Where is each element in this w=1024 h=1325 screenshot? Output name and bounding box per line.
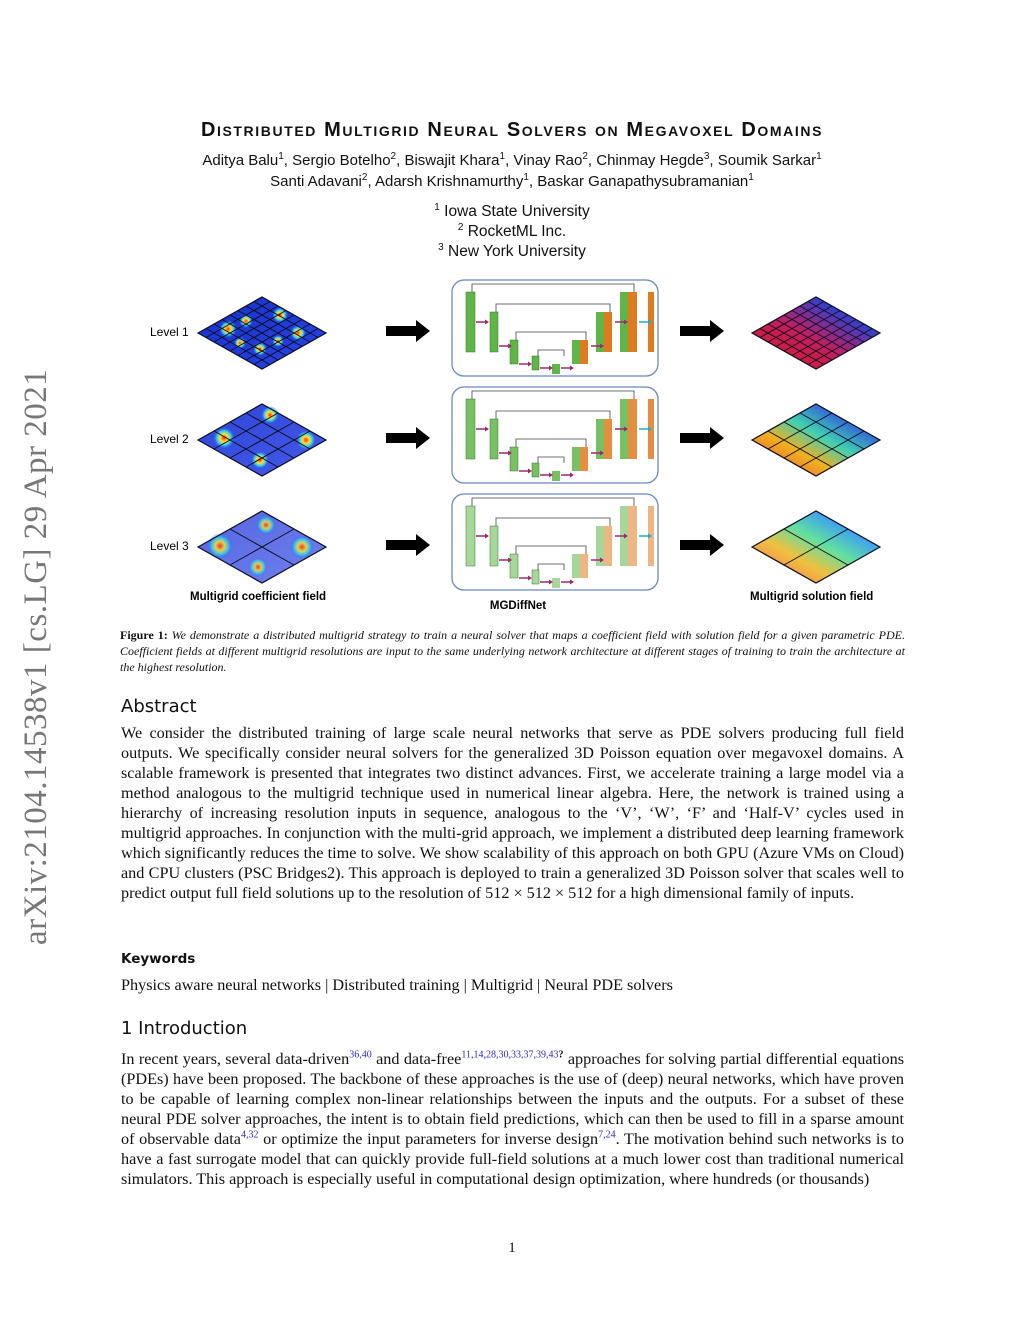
solution-field-level-2 bbox=[752, 404, 880, 476]
decoder-block bbox=[628, 506, 637, 566]
encoder-block bbox=[532, 570, 539, 584]
author-name: Biswajit Khara bbox=[404, 152, 500, 169]
abstract-heading: Abstract bbox=[121, 696, 197, 717]
author-affiliation-mark: 3 bbox=[703, 151, 710, 162]
decoder-block bbox=[604, 419, 612, 459]
citation-link[interactable]: 36,40 bbox=[349, 1049, 372, 1061]
solution-field-label: Multigrid solution field bbox=[750, 591, 874, 603]
mgdiffnet-networks bbox=[452, 280, 658, 590]
mgdiffnet-label: MGDiffNet bbox=[489, 600, 547, 612]
encoder-block bbox=[510, 554, 518, 578]
author-affiliation-mark: 1 bbox=[816, 151, 822, 162]
caption-text: We demonstrate a distributed multigrid strategy to train a neural solver that maps a coefficient field with solution field for a given parametric PDE. Coefficient fields at different multigrid resolutions are input to the same underlying network architecture at different stages of training to train the architecture at the highest resolution. bbox=[120, 628, 905, 674]
caption-label: Figure 1: bbox=[120, 628, 168, 642]
decoder-concat-block bbox=[572, 554, 580, 578]
level-2-label: Level 2 bbox=[150, 432, 189, 446]
author-name: Baskar Ganapathysubramanian bbox=[537, 173, 749, 190]
encoder-block bbox=[490, 419, 498, 459]
bottleneck-block bbox=[552, 364, 560, 374]
bottleneck-block bbox=[552, 578, 560, 588]
author-affiliation-mark: 1 bbox=[748, 172, 754, 183]
paper-title: Distributed Multigrid Neural Solvers on Megavoxel Domains bbox=[200, 119, 824, 141]
solution-field-level-3 bbox=[752, 511, 880, 583]
encoder-block bbox=[466, 506, 475, 566]
citation-link[interactable]: 7,24 bbox=[598, 1129, 616, 1141]
coefficient-field-level-1 bbox=[198, 297, 326, 369]
affiliation-3: $^3$ New York University bbox=[438, 242, 586, 261]
affiliation-1: $^1$ Iowa State University bbox=[434, 202, 590, 221]
citation-link[interactable]: 11,14,28,30,33,37,39,43 bbox=[461, 1049, 559, 1061]
bottleneck-block bbox=[552, 471, 560, 481]
authors-line-1: Aditya Balu$^1$, Sergio Botelho$^2$, Biswajit Khara$^1$, Vinay Rao$^2$, Chinmay Hegde$^3$, Soumik Sarkar$^1$ bbox=[202, 151, 822, 169]
author-affiliation-mark: 2 bbox=[390, 151, 397, 162]
decoder-block bbox=[580, 447, 588, 471]
arrow-right-icon bbox=[386, 320, 430, 556]
author-name: Vinay Rao bbox=[513, 152, 583, 169]
author-affiliation-mark: 1 bbox=[278, 151, 284, 162]
encoder-block bbox=[532, 356, 539, 370]
decoder-block bbox=[628, 399, 637, 459]
author-name: Aditya Balu bbox=[202, 152, 279, 169]
encoder-block bbox=[490, 312, 498, 352]
encoder-block bbox=[510, 340, 518, 364]
affiliation-2: $^2$ RocketML Inc. bbox=[457, 222, 567, 241]
encoder-block bbox=[490, 526, 498, 566]
citation-link[interactable]: 4,32 bbox=[240, 1129, 259, 1141]
author-affiliation-mark: 2 bbox=[582, 151, 588, 162]
figure-caption bbox=[120, 627, 905, 675]
decoder-block bbox=[580, 554, 588, 578]
author-name: Chinmay Hegde bbox=[596, 152, 704, 169]
author-name: Sergio Botelho bbox=[292, 152, 391, 169]
arrow-right-icon bbox=[680, 320, 724, 556]
keywords-heading: Keywords bbox=[121, 951, 196, 967]
author-name: Santi Adavani bbox=[270, 173, 362, 190]
decoder-block bbox=[604, 312, 612, 352]
encoder-block bbox=[466, 292, 475, 352]
author-name: Adarsh Krishnamurthy bbox=[374, 173, 524, 190]
coefficient-field-label: Multigrid coefficient field bbox=[190, 591, 327, 603]
authors-line-2: Santi Adavani$^2$, Adarsh Krishnamurthy$^1$, Baskar Ganapathysubramanian$^1$ bbox=[270, 172, 754, 190]
level-1-label: Level 1 bbox=[150, 325, 189, 339]
keywords-text: Physics aware neural networks | Distributed training | Multigrid | Neural PDE solvers bbox=[121, 976, 673, 994]
page-number: 1 bbox=[508, 1240, 516, 1256]
coefficient-field-level-3 bbox=[198, 511, 326, 583]
author-affiliation-mark: 2 bbox=[361, 172, 368, 183]
decoder-block bbox=[580, 340, 588, 364]
author-name: Soumik Sarkar bbox=[717, 152, 817, 169]
introduction-text: In recent years, several data-driven$^{36,40}$ and data-free$^{11,14,28,30,33,37,39,43?}$ approaches for solving partial differential equations (PDEs) have been proposed. The backbone of these approaches is the use of (deep) neural networks, which have proven to be capable of learning complex non-linear relationships between the inputs and the outputs. For a subset of these neural PDE solver approaches, the intent is to obtain field predictions, which can then be used to fill in a sparse amount of observable data$^{4,32}$ or optimize the input parameters for inverse design$^{7,24}$. The motivation behind such networks is to have a fast surrogate model that can quickly provide full-field solutions at a much lower cost than traditional numerical simulators. This approach is especially useful in computational design optimization, where hundreds (or thousands) bbox=[121, 1049, 905, 1188]
decoder-concat-block bbox=[572, 447, 580, 471]
introduction-heading: 1 Introduction bbox=[121, 1018, 248, 1039]
arxiv-stamp: arXiv:2104.14538v1 [cs.LG] 29 Apr 2021 bbox=[18, 368, 54, 945]
author-affiliation-mark: 1 bbox=[523, 172, 529, 183]
abstract-text: We consider the distributed training of large scale neural networks that serve as PDE solvers producing full field outputs. We specifically consider neural solvers for the generalized 3D Poisson equation over megavoxel domains. A scalable framework is presented that integrates two distinct advances. First, we accelerate training a large model via a method analogous to the multigrid technique used in numerical linear algebra. Here, the network is trained using a hierarchy of increasing resolution inputs in sequence, analogous to the ‘V’, ‘W’, ‘F’ and ‘Half-V’ cycles used in multigrid approaches. In conjunction with the multi-grid approach, we implement a distributed deep learning framework which significantly reduces the time to solve. We show scalability of this approach on both GPU (Azure VMs on Cloud) and CPU clusters (PSC Bridges2). This approach is deployed to train a generalized 3D Poisson solver that scales well to predict output full field solutions up to the resolution of 512 × 512 × 512 for a high dimensional family of inputs. bbox=[121, 724, 904, 902]
decoder-concat-block bbox=[572, 340, 580, 364]
figure-multigrid bbox=[120, 275, 910, 620]
decoder-block bbox=[604, 526, 612, 566]
encoder-block bbox=[532, 463, 539, 477]
decoder-block bbox=[628, 292, 637, 352]
level-3-label: Level 3 bbox=[150, 539, 189, 553]
solution-field-level-1 bbox=[752, 297, 880, 369]
encoder-block bbox=[510, 447, 518, 471]
encoder-block bbox=[466, 399, 475, 459]
author-affiliation-mark: 1 bbox=[499, 151, 506, 162]
coefficient-field-level-2 bbox=[198, 404, 326, 476]
